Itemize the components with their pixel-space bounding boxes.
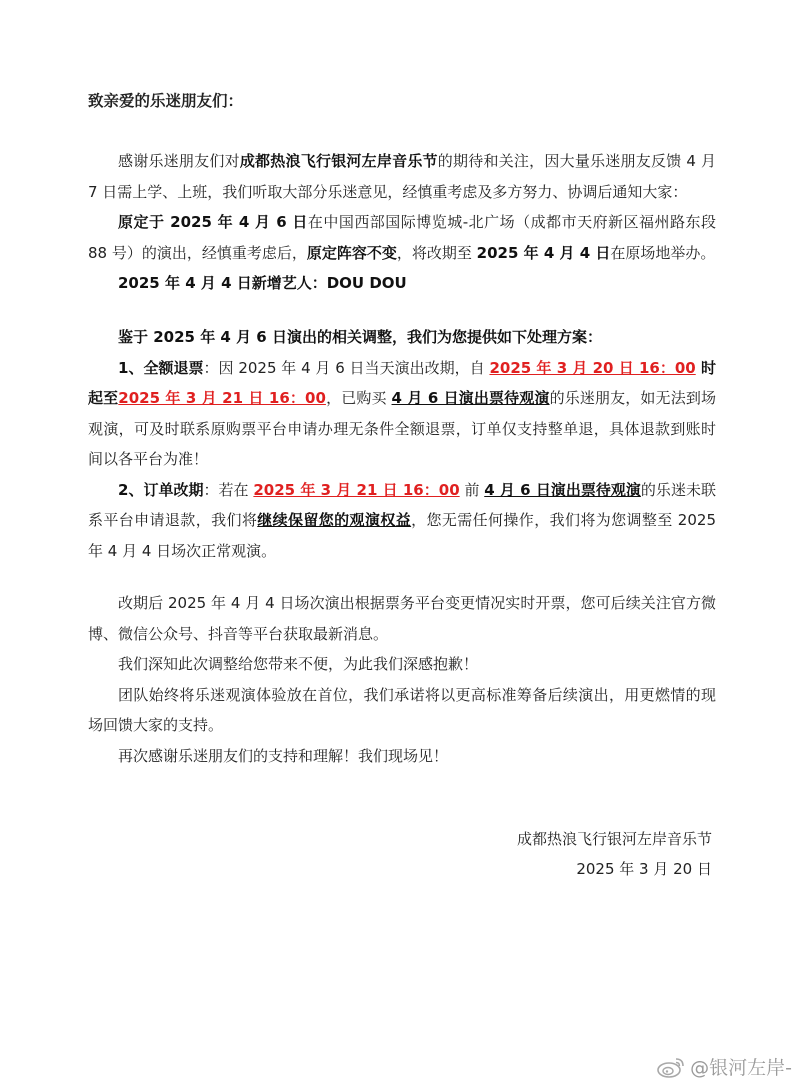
signature-date: 2025 年 3 月 20 日 (576, 860, 712, 878)
apology-line: 我们深知此次调整给您带来不便，为此我们深感抱歉！ (118, 655, 479, 673)
venue-text: 在中国西部国际博览城-北广场（成都市天府新区福州路东段 88 号）的演出，经慎重考虑后， (88, 213, 716, 262)
lineup-unchanged: 原定阵容不变 (306, 243, 397, 262)
closing-section (88, 588, 716, 771)
reschedule-title: 2、订单改期 (118, 480, 204, 499)
intro-text-cont: 的期待和关注，因大量乐迷朋友反馈 4 月 7 日需上学、上班，我们听取大部分乐迷意见，经慎重考虑及多方努力、协调后通知大家： (88, 152, 716, 201)
commitment-line: 团队始终将乐迷观演体验放在首位，我们承诺将以更高标准筹备后续演出，用更燃情的现场回馈大家的支持。 (88, 685, 716, 734)
refund-text-c: ，已购买 (325, 389, 392, 407)
intro-text: 感谢乐迷朋友们对 (118, 152, 240, 170)
reschedule-item-text-f: ，您无需任何操作，我们将为您调整至 2025 年 4 月 4 日场次正常观演。 (88, 511, 716, 560)
signature-org: 成都热浪飞行银河左岸音乐节 (516, 830, 712, 848)
greeting: 致亲爱的乐迷朋友们： (88, 92, 244, 110)
festival-name: 成都热浪飞行银河左岸音乐节 (239, 152, 438, 170)
refund-item (88, 353, 716, 475)
thanks-line: 再次感谢乐迷朋友们的支持和理解！我们现场见！ (118, 746, 449, 765)
handling-section (88, 322, 716, 566)
keep-rights: 继续保留您的观演权益 (257, 511, 412, 529)
intro-paragraph (88, 146, 716, 207)
reschedule-paragraph (88, 207, 716, 268)
refund-end-time: 2025 年 3 月 21 日 16：00 (118, 389, 326, 407)
refund-text: ：因 2025 年 4 月 6 日当天演出改期，自 (203, 358, 490, 377)
original-date: 原定于 2025 年 4 月 6 日 (118, 213, 308, 231)
new-artist-line: 2025 年 4 月 4 日新增艺人：DOU DOU (118, 274, 407, 292)
ticketing-note: 改期后 2025 年 4 月 4 日场次演出根据票务平台变更情况实时开票，您可后续关注官方微博、微信公众号、抖音等平台获取最新消息。 (88, 594, 716, 643)
weibo-watermark (656, 1053, 792, 1080)
refund-start-time: 2025 年 3 月 20 日 16：00 (489, 358, 696, 377)
intro-section (88, 146, 716, 299)
reschedule-item-text-d: 的乐迷未联系平台申请退款，我们将 (88, 480, 716, 529)
weibo-icon (656, 1055, 686, 1079)
reschedule-ticket-status: 4 月 6 日演出票待观演 (484, 480, 641, 499)
refund-text-e: 的乐迷朋友，如无法到场观演，可及时联系原购票平台申请办理无条件全额退票，订单仅支持整单退，具体退款到账时间以各平台为准！ (88, 389, 716, 468)
refund-ticket-status: 4 月 6 日演出票待观演 (391, 389, 550, 407)
handling-intro: 鉴于 2025 年 4 月 6 日演出的相关调整，我们为您提供如下处理方案： (118, 328, 602, 346)
refund-title: 1、全额退票 (118, 358, 204, 377)
reschedule-deadline: 2025 年 3 月 21 日 16：00 (253, 480, 460, 499)
reschedule-text-end: 在原场地举办。 (610, 243, 716, 262)
new-date: 2025 年 4 月 4 日 (476, 243, 611, 262)
reschedule-item (88, 475, 716, 567)
reschedule-text: ，将改期至 (396, 243, 477, 262)
watermark-text: @银河左岸- (690, 1057, 792, 1079)
reschedule-item-text: ：若在 (203, 480, 254, 499)
reschedule-item-text-b: 前 (459, 480, 485, 499)
refund-text-b: 时起至 (88, 358, 716, 407)
